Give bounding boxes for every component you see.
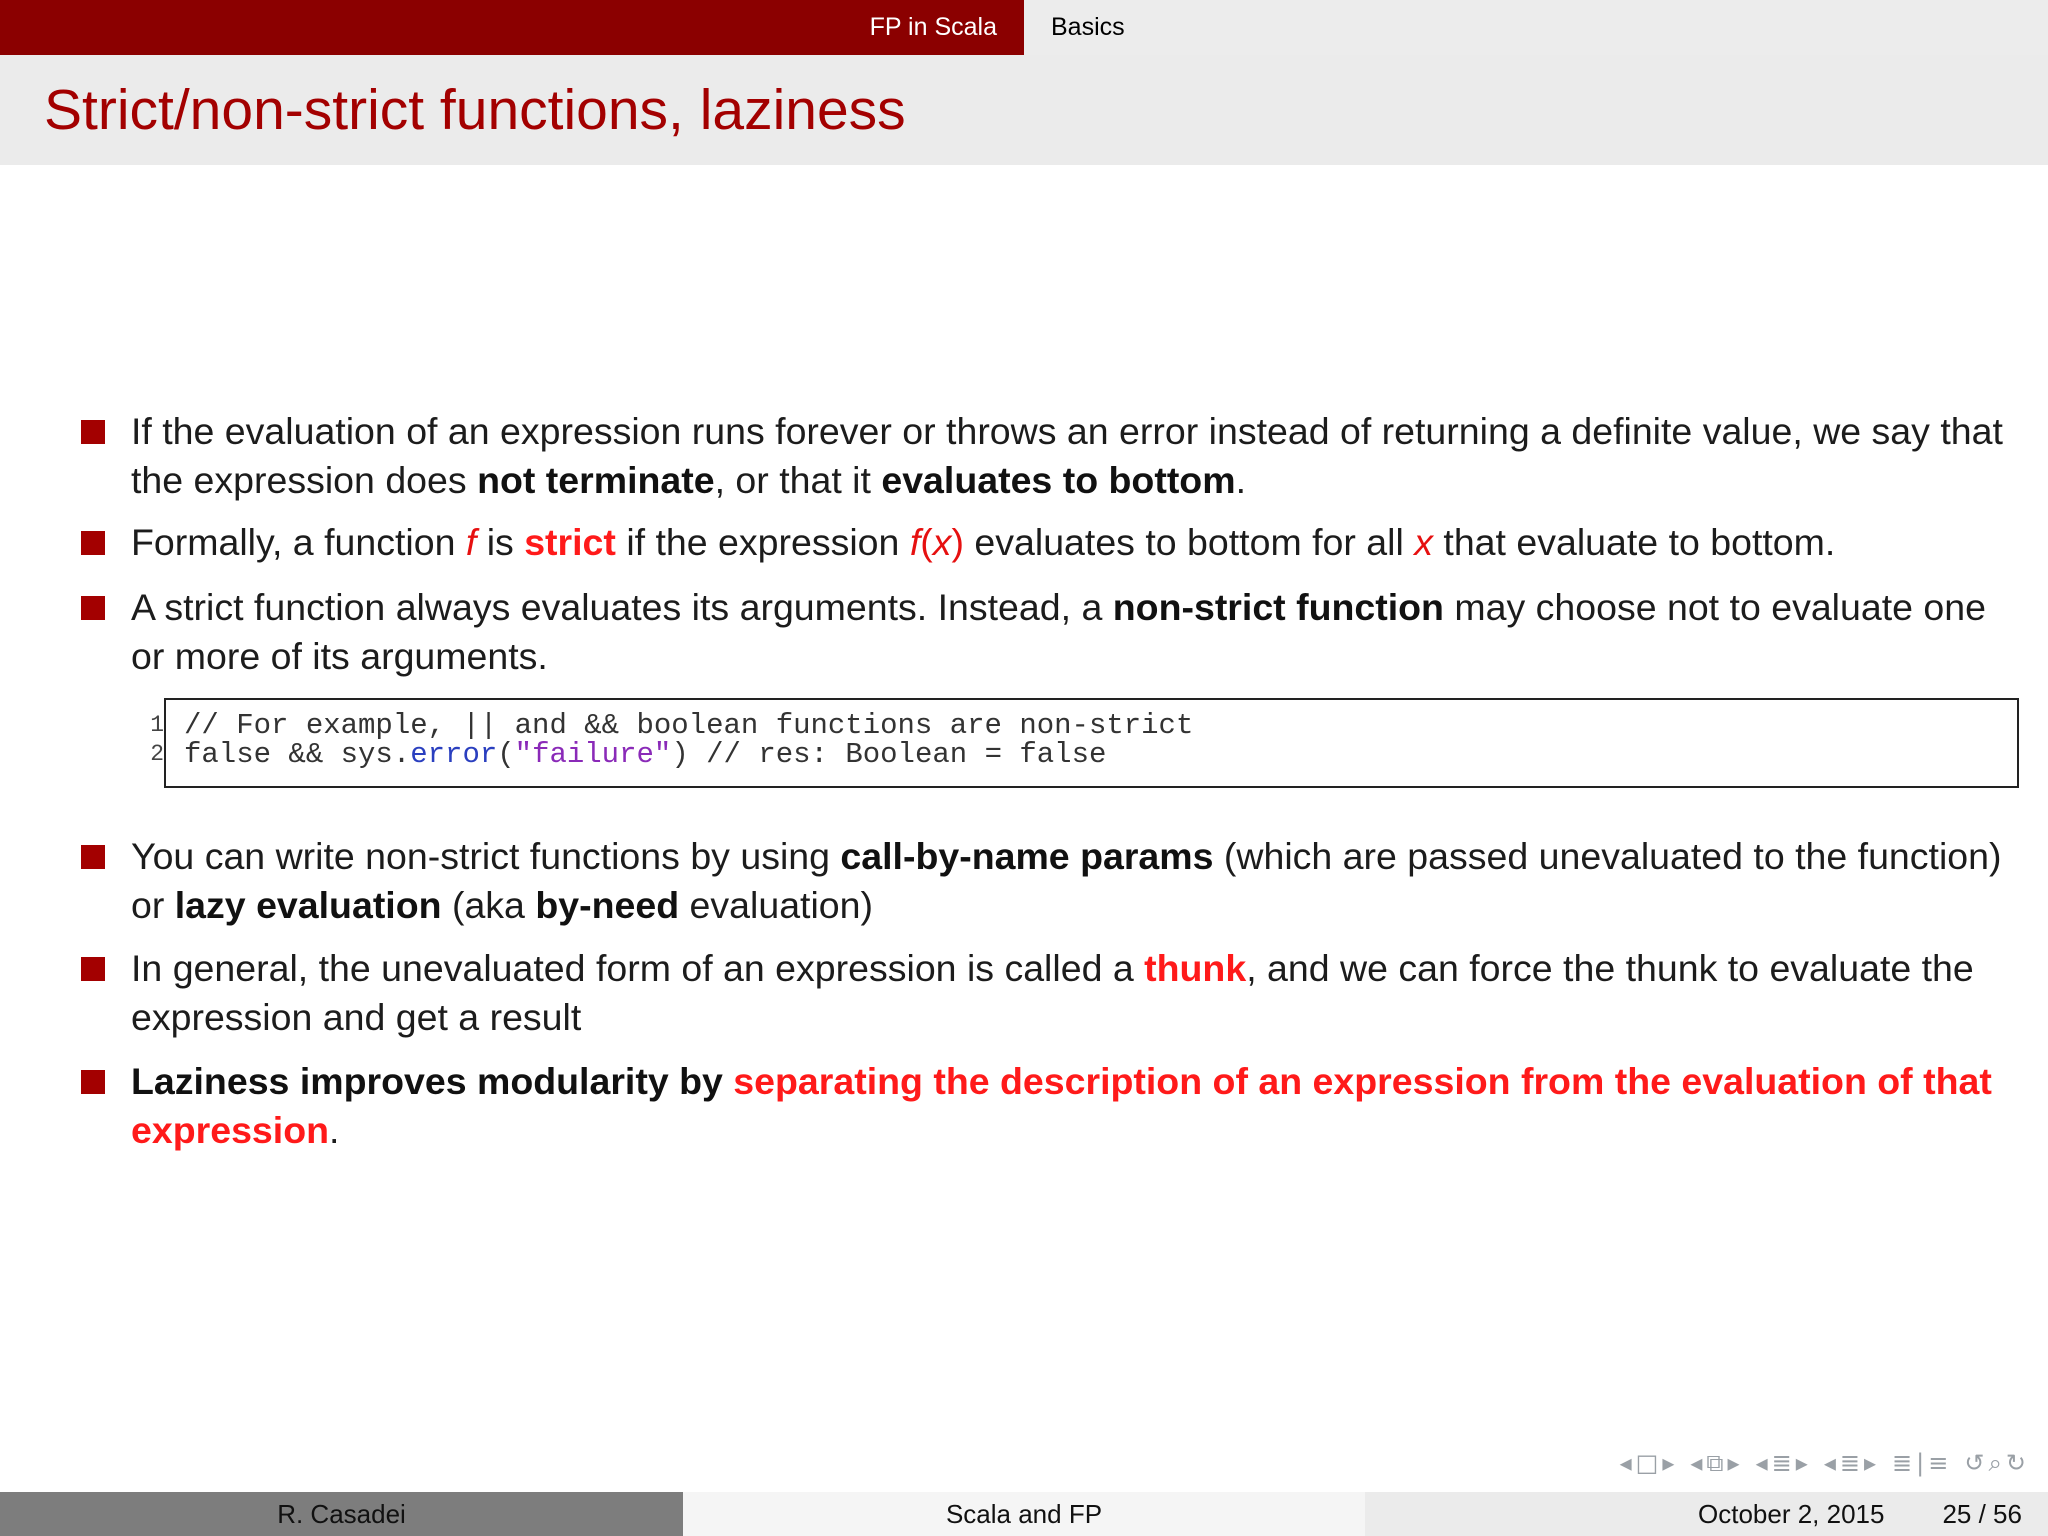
emphasis: lazy evaluation	[174, 884, 442, 926]
text: evaluates to bottom for all	[963, 521, 1415, 563]
nav-section-label: FP in Scala	[869, 13, 997, 41]
frame-icon[interactable]: ◂⧉▸	[1690, 1449, 1744, 1477]
text: You can write non-strict functions by using	[131, 835, 841, 877]
emphasis: by-need	[535, 884, 680, 926]
nav-section[interactable]	[0, 0, 1024, 55]
text: that evaluate to bottom.	[1432, 521, 1836, 563]
top-nav	[0, 0, 2048, 55]
math-paren: )	[951, 521, 964, 563]
text: Formally, a function	[131, 521, 466, 563]
slide-title: Strict/non-strict functions, laziness	[44, 78, 906, 142]
date-label: October 2, 2015	[1698, 1498, 1885, 1529]
bullet-2	[131, 518, 2021, 567]
bullet-3	[131, 583, 2021, 681]
search-icon[interactable]: ↺⌕↻	[1964, 1449, 2030, 1477]
line-number: 1	[150, 712, 164, 738]
math-var: f	[465, 521, 477, 563]
code-text: false && sys.	[184, 738, 411, 771]
math-var: f	[909, 521, 921, 563]
text: (aka	[441, 884, 536, 926]
highlight: thunk	[1144, 947, 1247, 989]
line-number: 2	[150, 741, 164, 767]
text: , and we can force the thunk to evaluate the expression and get a result	[131, 947, 1974, 1038]
emphasis: evaluates to bottom	[881, 459, 1236, 501]
emphasis: not terminate	[477, 459, 715, 501]
highlight: separating the description of an expression from the evaluation of that expression	[131, 1060, 1992, 1151]
footer	[0, 1492, 2048, 1536]
code-text: (	[497, 738, 515, 771]
subsection-icon[interactable]: ◂≣▸	[1755, 1449, 1812, 1477]
bullet-marker	[81, 957, 105, 981]
bullet-marker	[81, 845, 105, 869]
bullet-1	[131, 407, 2021, 505]
highlight: strict	[524, 521, 616, 563]
nav-subsection-label: Basics	[1051, 13, 1125, 41]
title-bar	[0, 55, 2048, 165]
code-block	[150, 698, 2019, 788]
bullet-marker	[81, 420, 105, 444]
text: .	[329, 1109, 340, 1151]
emphasis: Laziness improves modularity by	[131, 1060, 734, 1102]
beamer-nav-symbols	[1390, 1443, 2030, 1483]
text: .	[1235, 459, 1246, 501]
text: if the expression	[615, 521, 910, 563]
bullet-marker	[81, 1070, 105, 1094]
footer-author	[0, 1492, 683, 1536]
code-string: "failure"	[514, 738, 672, 771]
bullet-marker	[81, 596, 105, 620]
bullet-6	[131, 1057, 2021, 1155]
nav-subsection[interactable]	[1024, 0, 2048, 55]
code-text: ) // res: Boolean = false	[671, 738, 1107, 771]
align-icon[interactable]: ≣|≡	[1892, 1449, 1953, 1477]
emphasis: call-by-name params	[840, 835, 1214, 877]
footer-title	[683, 1492, 1365, 1536]
text: evaluation)	[679, 884, 873, 926]
text: (which are passed unevaluated to the function) or	[131, 835, 2002, 926]
text: If the evaluation of an expression runs forever or throws an error instead of returning a definite value, we say that the expression does	[131, 410, 2003, 501]
text: In general, the unevaluated form of an expression is called a	[131, 947, 1145, 989]
emphasis: non-strict function	[1112, 586, 1444, 628]
math-paren: (	[920, 521, 933, 563]
text: may choose not to evaluate one or more of its arguments.	[131, 586, 1986, 677]
bullet-marker	[81, 531, 105, 555]
author-label: R. Casadei	[277, 1498, 406, 1529]
short-title-label: Scala and FP	[945, 1498, 1103, 1529]
code-function: error	[410, 738, 498, 771]
text: is	[476, 521, 525, 563]
bullet-5	[131, 944, 2021, 1042]
math-var: x	[1414, 521, 1433, 563]
code-line-2	[184, 740, 1106, 769]
text: A strict function always evaluates its arguments. Instead, a	[131, 586, 1113, 628]
footer-meta	[1365, 1492, 2048, 1536]
page-number: 25 / 56	[1942, 1498, 2022, 1529]
bullet-4	[131, 832, 2021, 930]
section-icon[interactable]: ◂≣▸	[1823, 1449, 1881, 1477]
arrow-left-icon[interactable]: ◂□▸	[1619, 1449, 1679, 1477]
code-line-1: // For example, || and && boolean functions are non-strict	[184, 709, 1194, 742]
text: , or that it	[714, 459, 882, 501]
math-var: x	[932, 521, 952, 563]
